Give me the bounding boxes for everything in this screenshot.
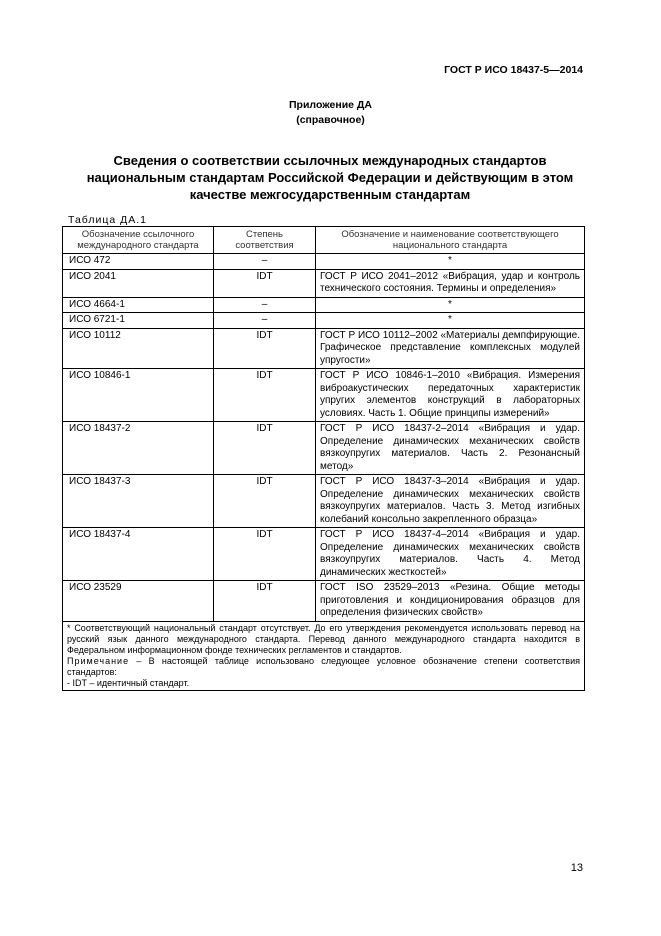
- ref-cell: ИСО 18437-4: [63, 528, 214, 581]
- national-cell: *: [316, 297, 585, 313]
- ref-cell: ИСО 10846-1: [63, 369, 214, 422]
- table-footnote-row: [63, 621, 585, 690]
- ref-cell: ИСО 6721-1: [63, 313, 214, 329]
- national-cell: ГОСТ Р ИСО 2041–2012 «Вибрация, удар и контроль технического состояния. Термины и определения»: [316, 269, 585, 297]
- note-label: Примечание: [67, 655, 130, 666]
- table-row: [63, 328, 585, 369]
- appendix-heading: [0, 98, 661, 128]
- main-title: [80, 152, 580, 203]
- degree-cell: IDT: [214, 369, 316, 422]
- table-row: [63, 254, 585, 270]
- main-title-line: Сведения о соответствии ссылочных международных стандартов: [113, 153, 547, 168]
- degree-cell: –: [214, 297, 316, 313]
- ref-cell: ИСО 23529: [63, 581, 214, 622]
- national-cell: ГОСТ Р ИСО 18437-3–2014 «Вибрация и удар. Определение динамических механических свойств вязкоупругих материалов. Часть 3. Метод изгибных колебаний консольно закрепленного образца»: [316, 475, 585, 528]
- national-cell: ГОСТ Р ИСО 10112–2002 «Материалы демпфирующие. Графическое представление комплексных модулей упругости»: [316, 328, 585, 369]
- ref-cell: ИСО 472: [63, 254, 214, 270]
- national-cell: ГОСТ ISO 23529–2013 «Резина. Общие методы приготовления и кондиционирования образцов для определения физических свойств»: [316, 581, 585, 622]
- header-ref-standard: Обозначение ссылочного международного стандарта: [63, 227, 214, 254]
- header-degree: Степень соответствия: [214, 227, 316, 254]
- table-row: [63, 369, 585, 422]
- national-cell: ГОСТ Р ИСО 10846-1–2010 «Вибрация. Измерения виброакустических передаточных характеристик упругих элементов конструкций в лабораторных условиях. Часть 1. Общие принципы измерений»: [316, 369, 585, 422]
- ref-cell: ИСО 18437-3: [63, 475, 214, 528]
- degree-cell: –: [214, 254, 316, 270]
- degree-cell: IDT: [214, 475, 316, 528]
- table-label: Таблица ДА.1: [68, 214, 147, 226]
- table-row: [63, 422, 585, 475]
- table-row: [63, 297, 585, 313]
- table-row: [63, 581, 585, 622]
- ref-cell: ИСО 18437-2: [63, 422, 214, 475]
- table-row: [63, 528, 585, 581]
- document-code: ГОСТ Р ИСО 18437-5—2014: [444, 64, 583, 76]
- main-title-line: качестве межгосударственным стандартам: [189, 187, 471, 202]
- degree-cell: –: [214, 313, 316, 329]
- table-header-row: [63, 227, 585, 254]
- national-cell: *: [316, 313, 585, 329]
- ref-cell: ИСО 10112: [63, 328, 214, 369]
- degree-cell: IDT: [214, 581, 316, 622]
- header-national-standard: Обозначение и наименование соответствующего национального стандарта: [316, 227, 585, 254]
- ref-cell: ИСО 2041: [63, 269, 214, 297]
- national-cell: ГОСТ Р ИСО 18437-2–2014 «Вибрация и удар. Определение динамических механических свойств вязкоупругих материалов. Часть 2. Резонансный метод»: [316, 422, 585, 475]
- appendix-subtitle: (справочное): [296, 114, 365, 126]
- national-cell: *: [316, 254, 585, 270]
- degree-cell: IDT: [214, 328, 316, 369]
- footnote-idt: - IDT – идентичный стандарт.: [67, 677, 190, 688]
- table-row: [63, 269, 585, 297]
- ref-cell: ИСО 4664-1: [63, 297, 214, 313]
- appendix-title: Приложение ДА: [289, 99, 372, 111]
- footnote-note: [67, 656, 580, 678]
- degree-cell: IDT: [214, 422, 316, 475]
- national-cell: ГОСТ Р ИСО 18437-4–2014 «Вибрация и удар. Определение динамических механических свойств вязкоупругих материалов. Часть 4. Метод динамических жесткостей»: [316, 528, 585, 581]
- degree-cell: IDT: [214, 269, 316, 297]
- table-row: [63, 475, 585, 528]
- footnote-star: * Соответствующий национальный стандарт отсутствует. До его утверждения рекомендуется использовать перевод на русский язык данного международного стандарта. Перевод данного международного стандарта находится в Федеральном информационном фонде технических регламентов и стандартов.: [67, 622, 580, 655]
- table-row: [63, 313, 585, 329]
- note-text: – В настоящей таблице использовано следующее условное обозначение степени соответствия стандартов:: [67, 655, 580, 677]
- correspondence-table: [62, 226, 585, 691]
- table-footnote: [63, 621, 585, 690]
- main-title-line: национальным стандартам Российской Федерации и действующим в этом: [86, 170, 574, 185]
- degree-cell: IDT: [214, 528, 316, 581]
- page-number: 13: [570, 862, 583, 874]
